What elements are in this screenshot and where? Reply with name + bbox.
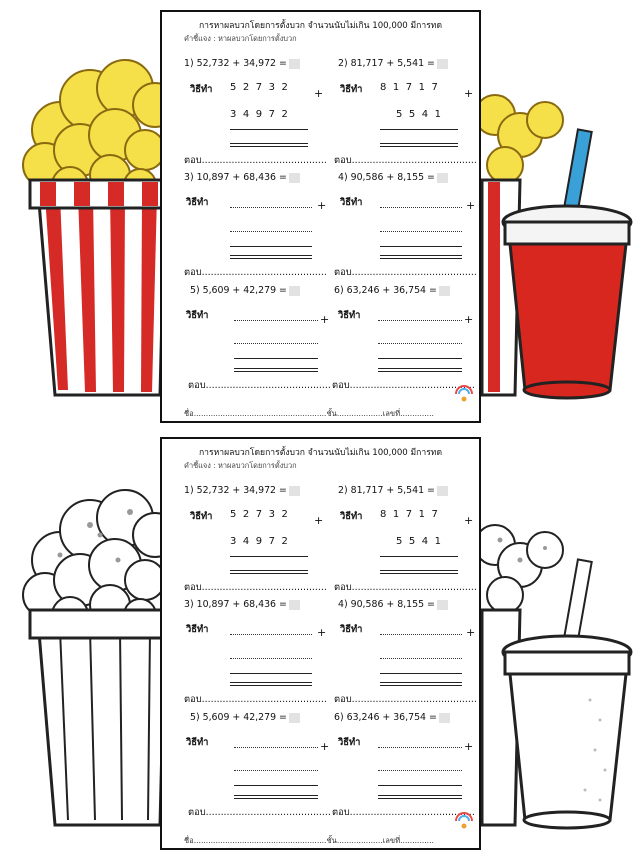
footer-name-line[interactable]: ชื่อ.......................................................ชั้น...................เลขที่.............. <box>184 836 434 845</box>
answer-box[interactable] <box>437 59 448 69</box>
worksheet-title: การหาผลบวกโดยการตั้งบวก จำนวนนับไม่เกิน 100,000 มีการทด <box>198 448 443 458</box>
top-number: 52732 <box>230 82 295 93</box>
problem-1: 1) 52,732 + 34,972 = <box>184 485 300 496</box>
worksheet-title: การหาผลบวกโดยการตั้งบวก จำนวนนับไม่เกิน 100,000 มีการทด <box>198 21 443 31</box>
top-number: 52732 <box>230 509 295 520</box>
answer-box[interactable] <box>289 600 300 610</box>
method-label: วิธีทำ <box>186 737 209 748</box>
method-label: วิธีทำ <box>338 737 361 748</box>
answer-line[interactable]: ตอบ.......................................... <box>184 582 327 593</box>
worksheet-outline <box>160 437 481 850</box>
method-label: วิธีทำ <box>190 84 213 95</box>
plus-sign: + <box>320 313 330 326</box>
worksheet-instruction: คำชี้แจง : หาผลบวกโดยการตั้งบวก <box>184 461 297 470</box>
problem-4: 4) 90,586 + 8,155 = <box>338 599 448 610</box>
answer-box[interactable] <box>289 59 300 69</box>
problem-6: 6) 63,246 + 36,754 = <box>334 285 450 296</box>
plus-sign: + <box>466 626 476 639</box>
answer-line[interactable]: ตอบ.......................................... <box>332 807 475 818</box>
answer-box[interactable] <box>439 713 450 723</box>
rainbow-logo-icon <box>453 380 475 404</box>
plus-sign: + <box>317 199 327 212</box>
answer-line[interactable]: ตอบ.......................................... <box>334 582 477 593</box>
problem-3: 3) 10,897 + 68,436 = <box>184 599 300 610</box>
worksheet-instruction: คำชี้แจง : หาผลบวกโดยการตั้งบวก <box>184 34 297 43</box>
method-label: วิธีทำ <box>340 197 363 208</box>
problem-3: 3) 10,897 + 68,436 = <box>184 172 300 183</box>
answer-box[interactable] <box>289 173 300 183</box>
answer-box[interactable] <box>289 713 300 723</box>
answer-box[interactable] <box>289 286 300 296</box>
problem-2: 2) 81,717 + 5,541 = <box>338 58 448 69</box>
answer-box[interactable] <box>437 173 448 183</box>
answer-line[interactable]: ตอบ.......................................... <box>184 267 327 278</box>
plus-sign: + <box>466 199 476 212</box>
plus-sign: + <box>464 313 474 326</box>
plus-sign: + <box>314 87 324 100</box>
answer-line[interactable]: ตอบ.......................................... <box>334 155 477 166</box>
method-label: วิธีทำ <box>340 511 363 522</box>
method-label: วิธีทำ <box>186 624 209 635</box>
popcorn-box-icon <box>30 180 170 395</box>
answer-line[interactable]: ตอบ.......................................... <box>334 694 477 705</box>
plus-sign: + <box>464 740 474 753</box>
bottom-number: 5541 <box>396 536 448 547</box>
plus-sign: + <box>464 87 474 100</box>
answer-line[interactable]: ตอบ.......................................... <box>334 267 477 278</box>
method-label: วิธีทำ <box>186 197 209 208</box>
problem-6: 6) 63,246 + 36,754 = <box>334 712 450 723</box>
top-number: 81717 <box>380 82 445 93</box>
method-label: วิธีทำ <box>186 310 209 321</box>
answer-box[interactable] <box>437 486 448 496</box>
plus-sign: + <box>464 514 474 527</box>
answer-box[interactable] <box>439 286 450 296</box>
answer-line[interactable]: ตอบ.......................................... <box>188 380 331 391</box>
method-label: วิธีทำ <box>340 84 363 95</box>
answer-line[interactable]: ตอบ.......................................... <box>332 380 475 391</box>
top-number: 81717 <box>380 509 445 520</box>
outline-scene <box>0 430 640 853</box>
answer-line[interactable]: ตอบ.......................................... <box>188 807 331 818</box>
bottom-number: 34972 <box>230 109 295 120</box>
method-label: วิธีทำ <box>338 310 361 321</box>
bottom-number: 34972 <box>230 536 295 547</box>
problem-2: 2) 81,717 + 5,541 = <box>338 485 448 496</box>
problem-5: 5) 5,609 + 42,279 = <box>190 712 300 723</box>
worksheet-color <box>160 10 481 423</box>
plus-sign: + <box>317 626 327 639</box>
plus-sign: + <box>314 514 324 527</box>
plus-sign: + <box>320 740 330 753</box>
method-label: วิธีทำ <box>340 624 363 635</box>
bottom-number: 5541 <box>396 109 448 120</box>
answer-line[interactable]: ตอบ.......................................... <box>184 155 327 166</box>
method-label: วิธีทำ <box>190 511 213 522</box>
footer-name-line[interactable]: ชื่อ.......................................................ชั้น...................เลขที่.............. <box>184 409 434 418</box>
popcorn-box-outline-icon <box>30 610 170 825</box>
problem-4: 4) 90,586 + 8,155 = <box>338 172 448 183</box>
rainbow-logo-icon <box>453 807 475 831</box>
answer-box[interactable] <box>289 486 300 496</box>
problem-1: 1) 52,732 + 34,972 = <box>184 58 300 69</box>
answer-line[interactable]: ตอบ.......................................... <box>184 694 327 705</box>
answer-box[interactable] <box>437 600 448 610</box>
problem-5: 5) 5,609 + 42,279 = <box>190 285 300 296</box>
